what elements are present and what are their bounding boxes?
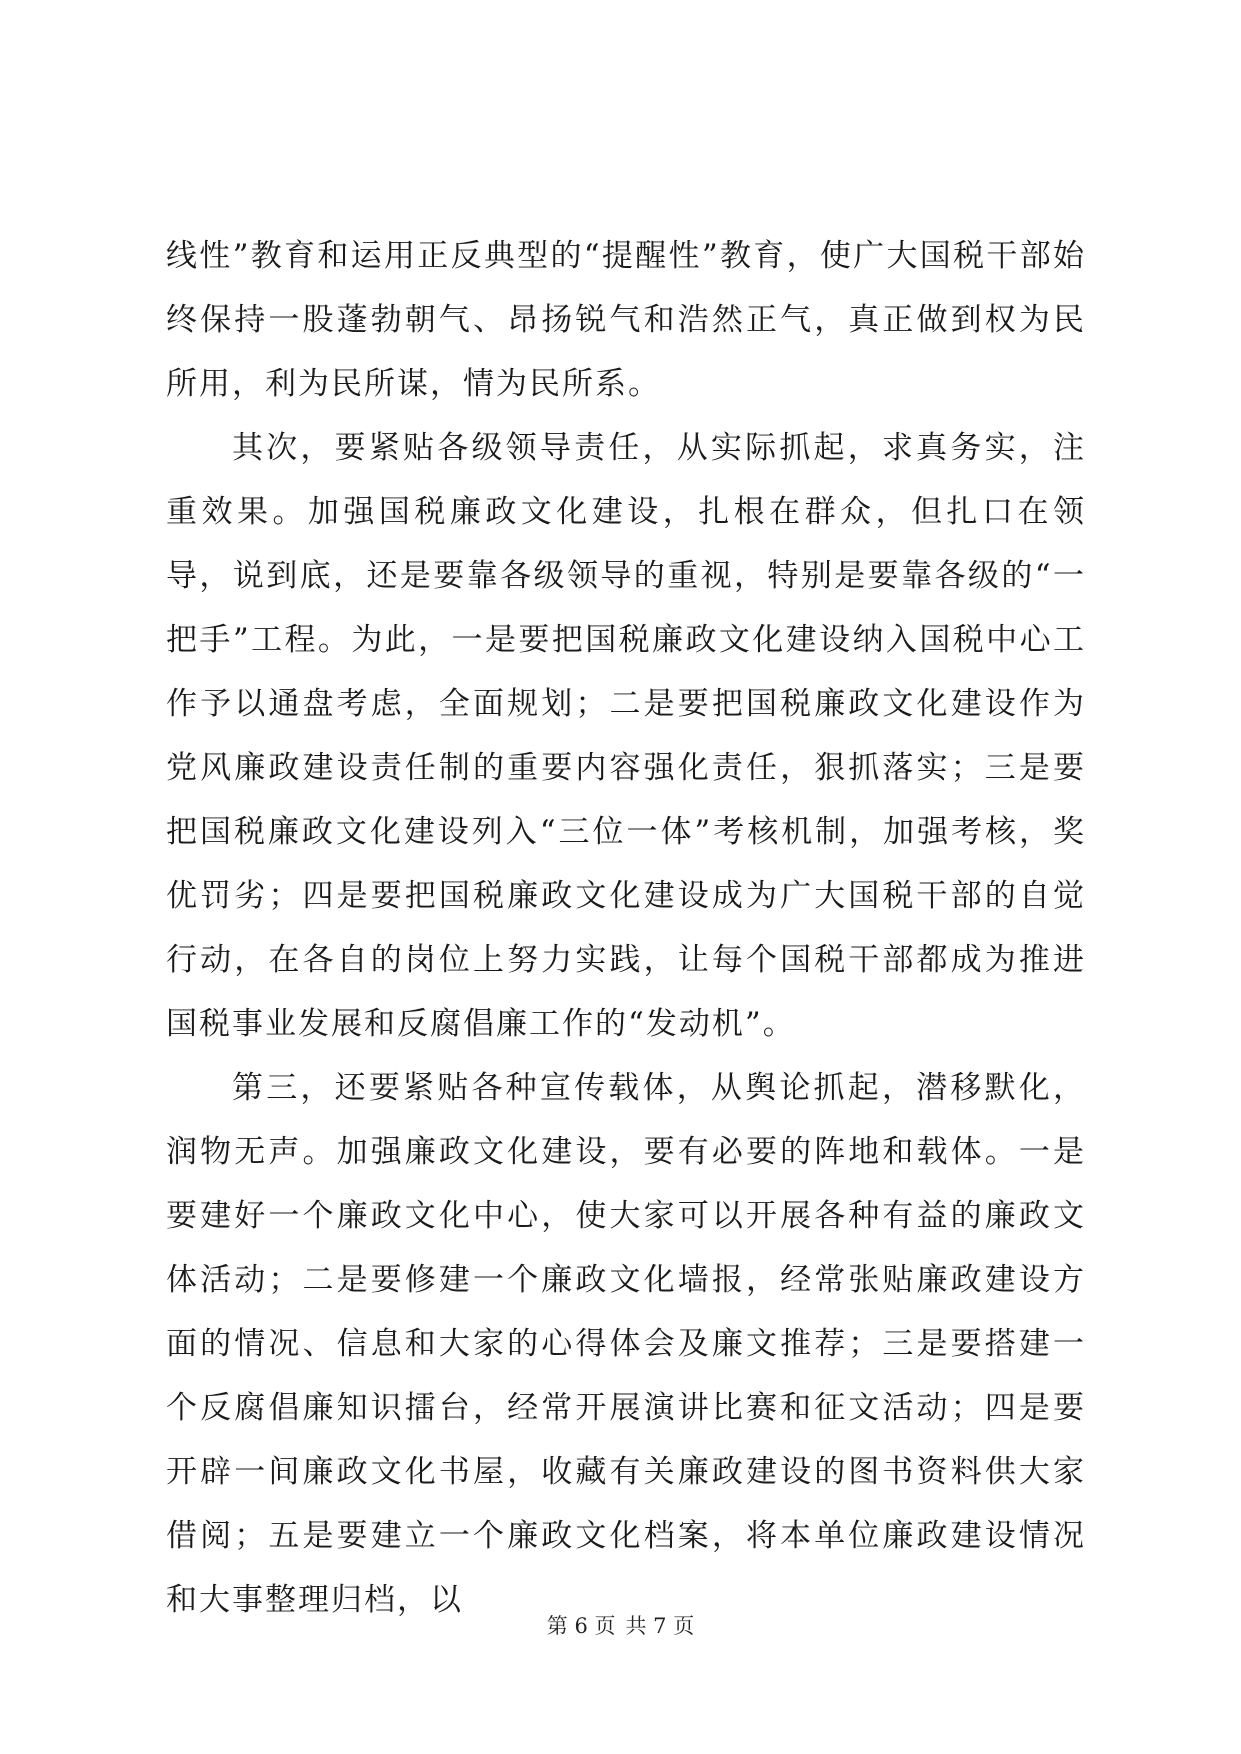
paragraph-3: 第三，还要紧贴各种宣传载体，从舆论抓起，潜移默化，润物无声。加强廉政文化建设，要有必要的阵地和载体。一是要建好一个廉政文化中心，使大家可以开展各种有益的廉政文体活动；二是要修建一个廉政文化墙报，经常张贴廉政建设方面的情况、信息和大家的心得体会及廉文推荐；三是要搭建一个反腐倡廉知识擂台，经常开展演讲比赛和征文活动；四是要开辟一间廉政文化书屋，收藏有关廉政建设的图书资料供大家借阅；五是要建立一个廉政文化档案，将本单位廉政建设情况和大事整理归档，以 [166, 1070, 1086, 1618]
paragraph-2: 其次，要紧贴各级领导责任，从实际抓起，求真务实，注重效果。加强国税廉政文化建设，扎根在群众，但扎口在领导，说到底，还是要靠各级领导的重视，特别是要靠各级的“一把手”工程。为此，一是要把国税廉政文化建设纳入国税中心工作予以通盘考虑，全面规划；二是要把国税廉政文化建设作为党风廉政建设责任制的重要内容强化责任，狠抓落实；三是要把国税廉政文化建设列入“三位一体”考核机制，加强考核，奖优罚劣；四是要把国税廉政文化建设成为广大国税干部的自觉行动，在各自的岗位上努力实践，让每个国税干部都成为推进国税事业发展和反腐倡廉工作的“发动机”。 [166, 430, 1086, 1042]
page-footer [0, 1612, 1241, 1640]
page-number: 第 6 页 [546, 1614, 616, 1638]
paragraph-1: 线性”教育和运用正反典型的“提醒性”教育，使广大国税干部始终保持一股蓬勃朝气、昂扬锐气和浩然正气，真正做到权为民所用，利为民所谋，情为民所系。 [166, 238, 1086, 402]
page-total: 共 7 页 [625, 1614, 695, 1638]
document-body [166, 224, 1086, 1632]
